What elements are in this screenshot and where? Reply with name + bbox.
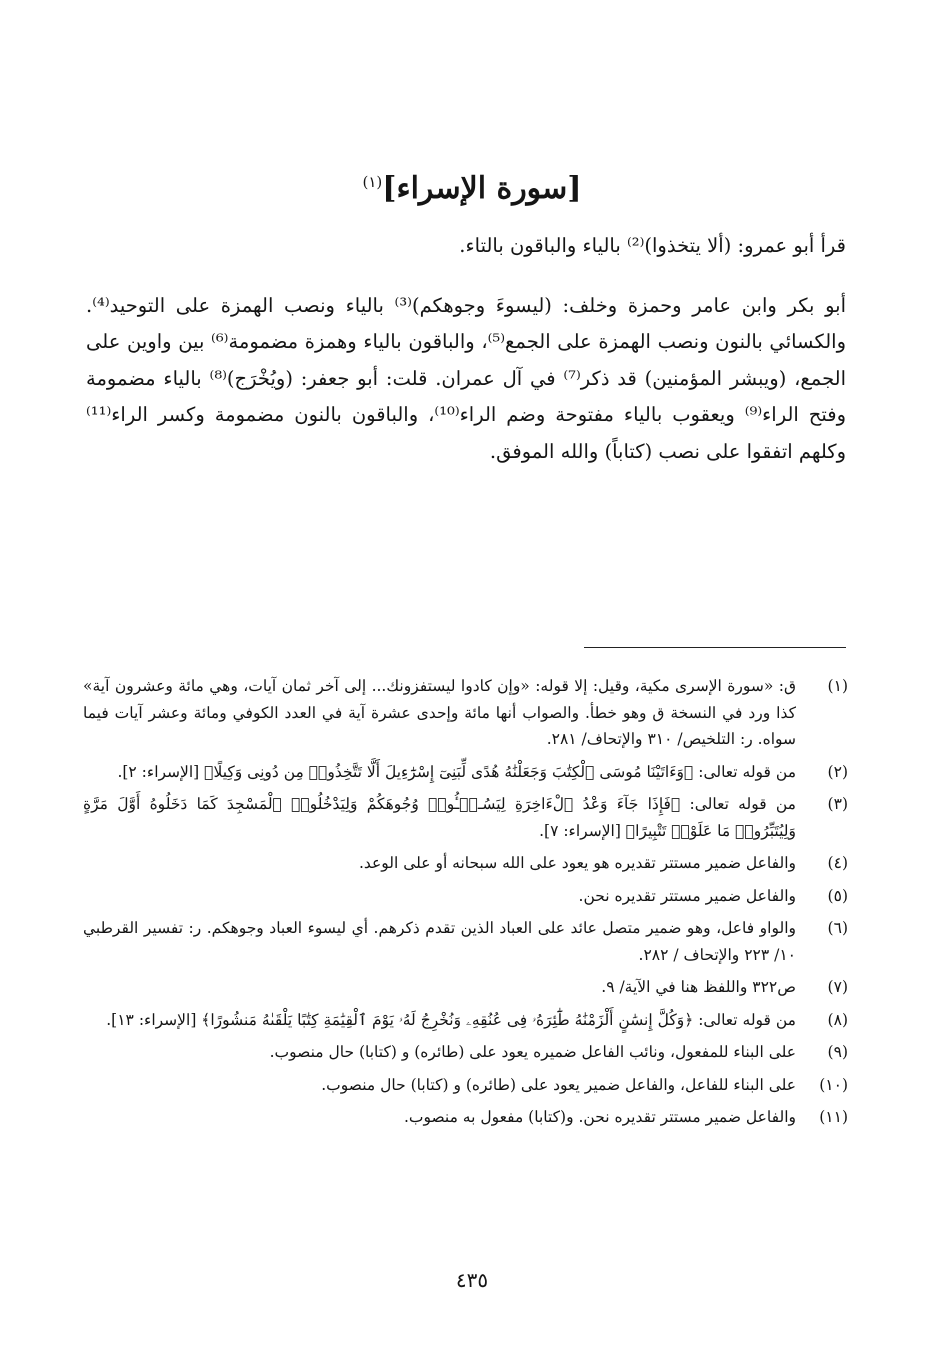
footnote-divider — [584, 647, 846, 648]
footnote-text: ص٣٢٢ واللفظ هنا في الآية/ ٩. — [601, 978, 796, 996]
footnote-text: من قوله تعالى: ﴿فَإِذَا جَآءَ وَعْدُ ٱلْءَاخِرَةِ لِيَسُـۥٓـُٔوا۟ وُجُوهَكُمْ وَلِيَدْخُلُوا۟ ٱلْمَسْجِدَ كَمَا دَخَلُوهُ أَوَّلَ مَرَّةٍ وَلِيُتَبِّرُوا۟ مَا عَلَوْا۟ تَتْبِيرًا﴾ [الإسراء: ٧]. — [83, 795, 796, 840]
footnote-number: (٣) — [827, 795, 848, 813]
footnote-text: والفاعل ضمير مستتر تقديره نحن. — [578, 886, 796, 905]
footnote-number: (٦) — [827, 919, 848, 937]
footnote-number: (٨) — [827, 1010, 848, 1029]
footnote-1 — [83, 673, 848, 753]
footnote-number: (٢) — [827, 762, 848, 781]
page-number: ٤٣٥ — [455, 1268, 489, 1292]
footnote-text: ق: «سورة الإسرى مكية، وقيل: إلا قوله: «وإن كادوا ليستفزونك... إلى آخر ثمان آيات، وهي مائة وعشرون آية» كذا ورد في النسخة ق وهو خطأ. والصواب أنها مائة وإحدى عشرة آية في العدد الكوفي ومائة وعشر آيات فيما سواه. ر: التلخيص/ ٣١٠ والإتحاف/ ٢٨١. — [83, 677, 796, 748]
footnote-text: والفاعل ضمير مستتر تقديره نحن. و(كتابا) مفعول به منصوب. — [403, 1108, 796, 1126]
surah-title-text: [سورة الإسراء] — [382, 171, 582, 206]
footnote-number: (١) — [827, 677, 848, 695]
footnote-number: (٤) — [827, 854, 848, 872]
footnotes — [83, 673, 848, 1137]
footnote-7 — [83, 974, 848, 1001]
footnote-text: من قوله تعالى: ﴿وَكُلَّ إِنسَٰنٍ أَلْزَمْنَٰهُ طَٰٓئِرَهُۥ فِى عُنُقِهِۦ وَنُخْرِجُ لَهُۥ يَوْمَ ٱلْقِيَٰمَةِ كِتَٰبًا يَلْقَىٰهُ مَنشُورًا﴾ [الإسراء: ١٣]. — [106, 1010, 796, 1029]
paragraph-1: قرأ أبو عمرو: (ألا يتخذوا)⁽²⁾ بالياء والباقون بالتاء. — [459, 234, 846, 257]
footnote-2 — [83, 759, 848, 786]
paragraph-2: أبو بكر وابن عامر وحمزة وخلف: (ليسوءَ وجوهكم)⁽³⁾ بالياء ونصب الهمزة على التوحيد⁽⁴⁾. والكسائي بالنون ونصب الهمزة على الجمع⁽⁵⁾، والباقون بالياء وهمزة مضمومة⁽⁶⁾ بين واوين على الجمع، (ويبشر المؤمنين) قد ذكر⁽⁷⁾ في آل عمران. قلت: أبو جعفر: (ويُخْرَج)⁽⁸⁾ بالياء مضمومة وفتح الراء⁽⁹⁾ ويعقوب بالياء مفتوحة وضم الراء⁽¹⁰⁾، والباقون بالنون مضمومة وكسر الراء⁽¹¹⁾ وكلهم اتفقوا على نصب (كتاباً) والله الموفق. — [86, 293, 847, 463]
footnote-text: والواو فاعل، وهو ضمير متصل عائد على العباد الذين تقدم ذكرهم. أي ليسوء العباد وجوهكم. ر: تفسير القرطبي ١٠/ ٢٢٣ والإتحاف / ٢٨٢. — [83, 919, 796, 964]
footnote-number: (٩) — [827, 1043, 848, 1061]
footnote-number: (٥) — [827, 886, 848, 905]
footnote-5 — [83, 883, 848, 910]
footnote-10 — [83, 1072, 848, 1099]
footnote-6 — [83, 915, 848, 968]
surah-title — [0, 160, 944, 211]
footnote-3 — [83, 791, 848, 844]
footnote-number: (١٠) — [819, 1075, 848, 1094]
title-footnote-ref: (١) — [362, 173, 383, 191]
footnote-text: على البناء للفاعل، والفاعل ضمير يعود على (طائره) و (كتابا) حال منصوب. — [321, 1075, 796, 1094]
footnote-text: على البناء للمفعول، ونائب الفاعل ضميره يعود على (طائره) و (كتابا) حال منصوب. — [269, 1043, 796, 1061]
footnote-number: (١١) — [819, 1108, 848, 1126]
footnote-11 — [83, 1104, 848, 1131]
footnote-text: والفاعل ضمير مستتر تقديره هو يعود على الله سبحانه أو على الوعد. — [358, 854, 796, 872]
footnote-9 — [83, 1039, 848, 1066]
footnote-4 — [83, 850, 848, 877]
main-text — [86, 228, 846, 470]
footnote-number: (٧) — [827, 978, 848, 996]
footnote-8 — [83, 1007, 848, 1034]
footnote-text: من قوله تعالى: ﴿وَءَاتَيْنَا مُوسَى ٱلْكِتَٰبَ وَجَعَلْنَٰهُ هُدًى لِّبَنِىٓ إِسْرَٰٓءِيلَ أَلَّا تَتَّخِذُوا۟ مِن دُونِى وَكِيلًا﴾ [الإسراء: ٢]. — [117, 762, 796, 781]
